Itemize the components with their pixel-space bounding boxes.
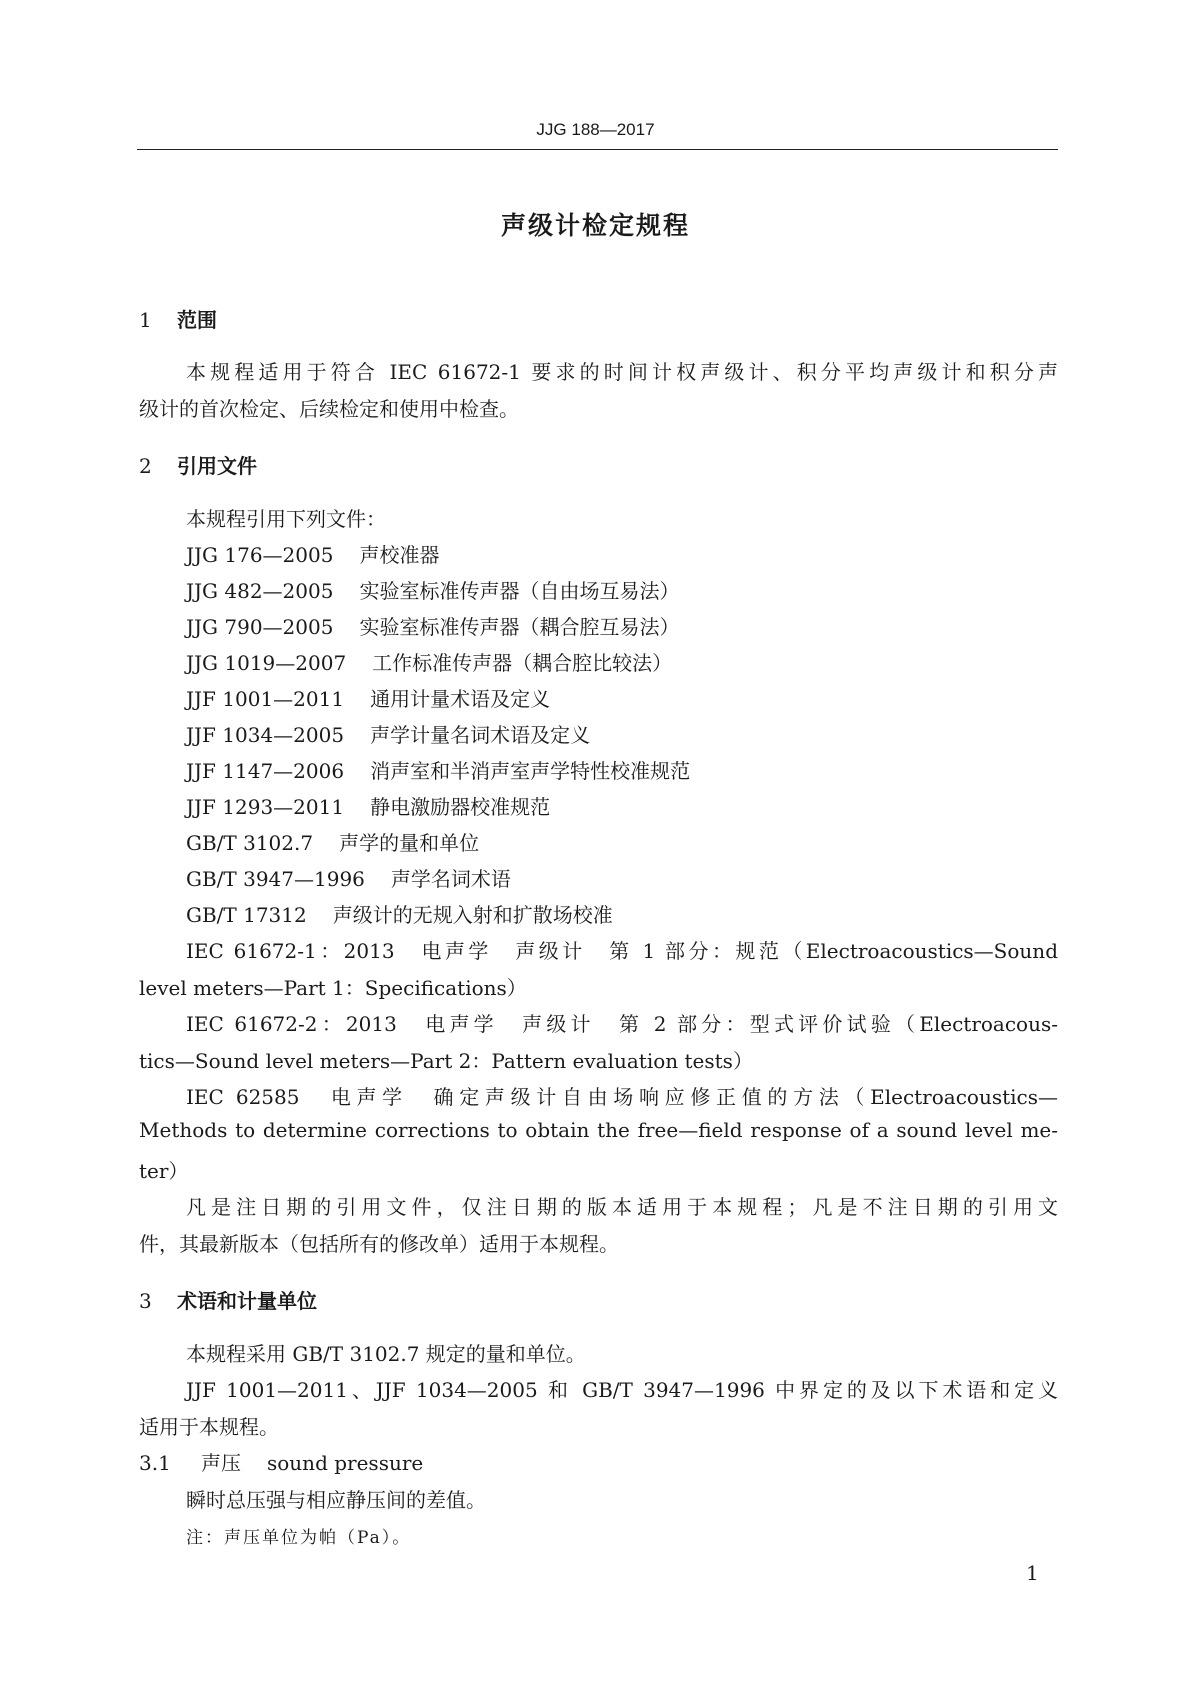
header-rule [137,149,1058,150]
reference-item: JJG 790—2005 实验室标准传声器（耦合腔互易法） [186,615,680,639]
section-number: 1 [139,308,152,332]
section-heading-3 [139,1285,317,1314]
reference-item: JJF 1293—2011 静电激励器校准规范 [186,795,551,819]
references-intro: 本规程引用下列文件： [186,507,386,531]
running-header: JJG 188—2017 [536,120,655,139]
dated-references-note-cont: 件，其最新版本（包括所有的修改单）适用于本规程。 [139,1232,619,1256]
reference-item: GB/T 3102.7 声学的量和单位 [186,831,480,855]
reference-iec-61672-1: IEC 61672-1：2013 电声学 声级计 第 1 部分：规范（Electroacoustics—Sound [186,939,1058,963]
term-definition: 瞬时总压强与相应静压间的差值。 [186,1488,486,1512]
reference-item: JJF 1001—2011 通用计量术语及定义 [186,687,551,711]
reference-iec-62585: IEC 62585 电声学 确定声级计自由场响应修正值的方法（Electroacoustics— [186,1085,1058,1109]
section-number: 2 [139,454,152,478]
scope-paragraph-line1: 本规程适用于符合 IEC 61672-1 要求的时间计权声级计、积分平均声级计和积分声 [186,360,1058,384]
units-paragraph: 本规程采用 GB/T 3102.7 规定的量和单位。 [186,1342,586,1366]
term-note: 注：声压单位为帕（Pa）。 [186,1528,412,1548]
reference-iec-61672-2-cont: tics—Sound level meters—Part 2：Pattern evaluation tests） [139,1049,753,1073]
reference-item: JJG 176—2005 声校准器 [186,543,440,567]
section-number: 3 [139,1289,152,1313]
reference-item: GB/T 17312 声级计的无规入射和扩散场校准 [186,903,613,927]
reference-item: JJG 1019—2007 工作标准传声器（耦合腔比较法） [186,651,673,675]
terms-paragraph: JJF 1001—2011、JJF 1034—2005 和 GB/T 3947—1996 中界定的及以下术语和定义 [186,1378,1058,1402]
terms-paragraph-cont: 适用于本规程。 [139,1415,279,1439]
section-title: 术语和计量单位 [177,1289,317,1313]
section-heading-2 [139,450,257,479]
term-english: sound pressure [267,1451,424,1475]
reference-item: JJF 1147—2006 消声室和半消声室声学特性校准规范 [186,759,691,783]
scope-paragraph-line2: 级计的首次检定、后续检定和使用中检查。 [139,397,519,421]
section-heading-1 [139,304,217,333]
reference-item: GB/T 3947—1996 声学名词术语 [186,867,511,891]
dated-references-note: 凡是注日期的引用文件，仅注日期的版本适用于本规程；凡是不注日期的引用文 [186,1195,1058,1219]
term-chinese: 声压 [201,1451,241,1475]
term-number: 3.1 [139,1451,171,1475]
reference-iec-62585-end: ter） [139,1159,189,1183]
term-heading [139,1447,423,1476]
page-number: 1 [1026,1561,1039,1585]
reference-item: JJF 1034—2005 声学计量名词术语及定义 [186,723,591,747]
section-title: 引用文件 [177,454,257,478]
document-title: 声级计检定规程 [500,211,690,240]
section-title: 范围 [177,308,217,332]
reference-iec-62585-cont: Methods to determine corrections to obtain the free—field response of a sound level me- [139,1118,1058,1142]
reference-item: JJG 482—2005 实验室标准传声器（自由场互易法） [186,579,680,603]
reference-iec-61672-1-cont: level meters—Part 1：Specifications） [139,976,527,1000]
reference-iec-61672-2: IEC 61672-2：2013 电声学 声级计 第 2 部分：型式评价试验（Electroacous- [186,1012,1058,1036]
